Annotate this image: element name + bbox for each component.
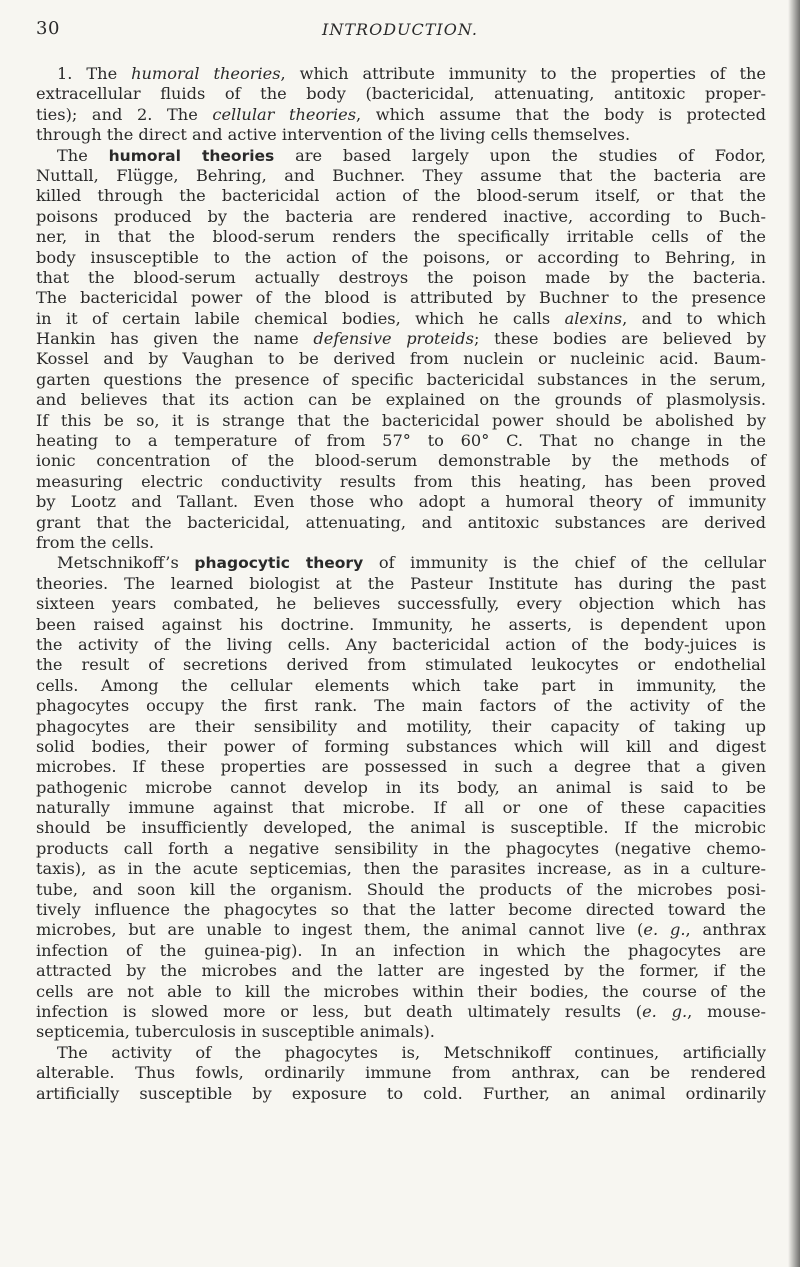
text-line [36, 64, 766, 84]
text-line [36, 329, 766, 349]
italic-term: e. g. [642, 1001, 688, 1021]
text-line [36, 186, 766, 206]
text-run: infection of the guinea-pig). In an infection in which the phagocytes are [36, 940, 766, 960]
text-line [36, 778, 766, 798]
text-line [36, 533, 766, 553]
text-line [36, 472, 766, 492]
text-run: Hankin has given the name [36, 329, 314, 349]
text-run: the activity of the living cells. Any bactericidal action of the body-juices is [36, 634, 766, 654]
text-line [36, 227, 766, 247]
text-run: phagocytes occupy the first rank. The main factors of the activity of the [36, 696, 766, 716]
italic-term: cellular theories [212, 104, 357, 124]
text-line [36, 370, 766, 390]
text-line [36, 839, 766, 859]
bold-term: humoral theories [108, 146, 275, 165]
text-run: grant that the bactericidal, attenuating, and antitoxic substances are derived [36, 512, 766, 532]
text-run: through the direct and active intervention of the living cells themselves. [36, 125, 631, 145]
bold-term: phagocytic theory [194, 554, 364, 573]
text-line [36, 696, 766, 716]
text-line [36, 553, 766, 573]
text-run: microbes, but are unable to ingest them, the animal cannot live ( [36, 920, 644, 940]
text-run: septicemia, tuberculosis in susceptible animals). [36, 1022, 435, 1042]
text-run: , and to which [622, 308, 766, 328]
text-line [36, 207, 766, 227]
text-line [36, 1063, 766, 1083]
text-run: , which assume that the body is protected [356, 104, 767, 124]
text-line [36, 655, 766, 675]
text-line [36, 635, 766, 655]
text-run: ; these bodies are believed by [473, 329, 767, 349]
italic-term: e. g. [643, 920, 686, 940]
text-run: are based largely upon the studies of Fodor, [274, 145, 767, 165]
text-line [36, 268, 766, 288]
text-run: extracellular fluids of the body (bactericidal, attenuating, antitoxic proper- [36, 84, 766, 104]
text-line [36, 411, 766, 431]
text-run: , anthrax [685, 920, 766, 940]
text-line [36, 390, 766, 410]
text-run: phagocytes are their sensibility and motility, their capacity of taking up [36, 716, 766, 736]
text-run: ties); and 2. The [36, 104, 213, 124]
text-run: killed through the bactericidal action of the blood-serum itself, or that the [36, 186, 766, 206]
text-run: ner, in that the blood-serum renders the specifically irritable cells of the [36, 227, 766, 247]
text-run: The bactericidal power of the blood is attributed by Buchner to the presence [36, 288, 766, 308]
text-run: tively influence the phagocytes so that the latter become directed toward the [36, 900, 766, 920]
text-line [36, 941, 766, 961]
text-run: the result of secretions derived from stimulated leukocytes or endothelial [36, 655, 766, 675]
text-run: in it of certain labile chemical bodies, which he calls [36, 308, 565, 328]
text-run: pathogenic microbe cannot develop in its body, an animal is said to be [36, 777, 766, 797]
text-line [36, 166, 766, 186]
text-run: should be insufficiently developed, the animal is susceptible. If the microbic [36, 818, 766, 838]
text-line [36, 818, 766, 838]
text-line [36, 1084, 766, 1104]
text-run: poisons produced by the bacteria are rendered inactive, according to Buch- [36, 206, 766, 226]
text-line [36, 431, 766, 451]
text-line [36, 594, 766, 614]
text-run: Kossel and by Vaughan to be derived from nuclein or nucleinic acid. Baum- [36, 349, 766, 369]
text-run: that the blood-serum actually destroys the poison made by the bacteria. [36, 267, 766, 287]
text-line [36, 451, 766, 471]
text-run: sixteen years combated, he believes successfully, every objection which has [36, 594, 766, 614]
text-line [36, 880, 766, 900]
text-line [36, 1022, 766, 1042]
text-line [36, 84, 766, 104]
text-run: microbes. If these properties are possessed in such a degree that a given [36, 757, 766, 777]
text-run: heating to a temperature of from 57° to 60° C. That no change in the [36, 431, 766, 451]
text-line [36, 248, 766, 268]
text-run: theories. The learned biologist at the Pasteur Institute has during the past [36, 573, 766, 593]
text-line [36, 920, 766, 940]
text-run: infection is slowed more or less, but death ultimately results ( [36, 1001, 643, 1021]
text-run: The activity of the phagocytes is, Metschnikoff continues, artificially [57, 1042, 766, 1062]
text-line [36, 574, 766, 594]
text-line [36, 146, 766, 166]
text-run: solid bodies, their power of forming substances which will kill and digest [36, 736, 766, 756]
text-line [36, 859, 766, 879]
text-line [36, 676, 766, 696]
page-edge-shadow [788, 0, 800, 1267]
text-line [36, 492, 766, 512]
text-line [36, 288, 766, 308]
text-line [36, 982, 766, 1002]
text-line [36, 349, 766, 369]
text-run: If this be so, it is strange that the bactericidal power should be abolished by [36, 410, 766, 430]
text-run: artificially susceptible by exposure to cold. Further, an animal ordinarily [36, 1083, 766, 1103]
text-line [36, 615, 766, 635]
text-run: attracted by the microbes and the latter are ingested by the former, if the [36, 961, 766, 981]
text-run: and believes that its action can be explained on the grounds of plasmolysis. [36, 390, 766, 410]
text-run: naturally immune against that microbe. If all or one of these capacities [36, 798, 766, 818]
text-run: 1. The [57, 64, 132, 83]
text-run: Metschnikoff’s [57, 553, 195, 573]
text-line [36, 125, 766, 145]
text-run: Nuttall, Flügge, Behring, and Buchner. They assume that the bacteria are [36, 165, 766, 185]
text-run: taxis), as in the acute septicemias, then the parasites increase, as in a culture- [36, 859, 766, 879]
text-run: , which attribute immunity to the properties of the [280, 64, 766, 83]
text-run: of immunity is the chief of the cellular [363, 553, 766, 573]
text-run: been raised against his doctrine. Immunity, he asserts, is dependent upon [36, 614, 766, 634]
text-run: measuring electric conductivity results from this heating, has been proved [36, 471, 766, 491]
italic-term: humoral theories [131, 64, 281, 83]
text-line [36, 1043, 766, 1063]
text-line [36, 717, 766, 737]
text-run: tube, and soon kill the organism. Should the products of the microbes posi- [36, 879, 766, 899]
text-run: from the cells. [36, 532, 155, 552]
text-run: The [57, 145, 109, 165]
text-run: cells are not able to kill the microbes within their bodies, the course of the [36, 981, 766, 1001]
text-line [36, 961, 766, 981]
running-head: INTRODUCTION. [322, 20, 478, 39]
text-line [36, 513, 766, 533]
text-run: cells. Among the cellular elements which take part in immunity, the [36, 675, 766, 695]
text-line [36, 1002, 766, 1022]
text-line [36, 105, 766, 125]
text-run: ionic concentration of the blood-serum demonstrable by the methods of [36, 451, 766, 471]
text-line [36, 900, 766, 920]
text-line [36, 798, 766, 818]
page-number: 30 [36, 18, 60, 39]
text-run: by Lootz and Tallant. Even those who adopt a humoral theory of immunity [36, 492, 766, 512]
text-line [36, 309, 766, 329]
text-run: , mouse- [687, 1001, 766, 1021]
italic-term: defensive proteids [313, 329, 474, 349]
text-line [36, 737, 766, 757]
text-line [36, 757, 766, 777]
text-run: alterable. Thus fowls, ordinarily immune from anthrax, can be rendered [36, 1063, 766, 1083]
text-run: garten questions the presence of specific bactericidal substances in the serum, [36, 369, 766, 389]
text-run: body insusceptible to the action of the poisons, or according to Behring, in [36, 247, 766, 267]
body-text [36, 64, 766, 1104]
text-run: products call forth a negative sensibility in the phagocytes (negative chemo- [36, 838, 766, 858]
italic-term: alexins [564, 308, 623, 328]
